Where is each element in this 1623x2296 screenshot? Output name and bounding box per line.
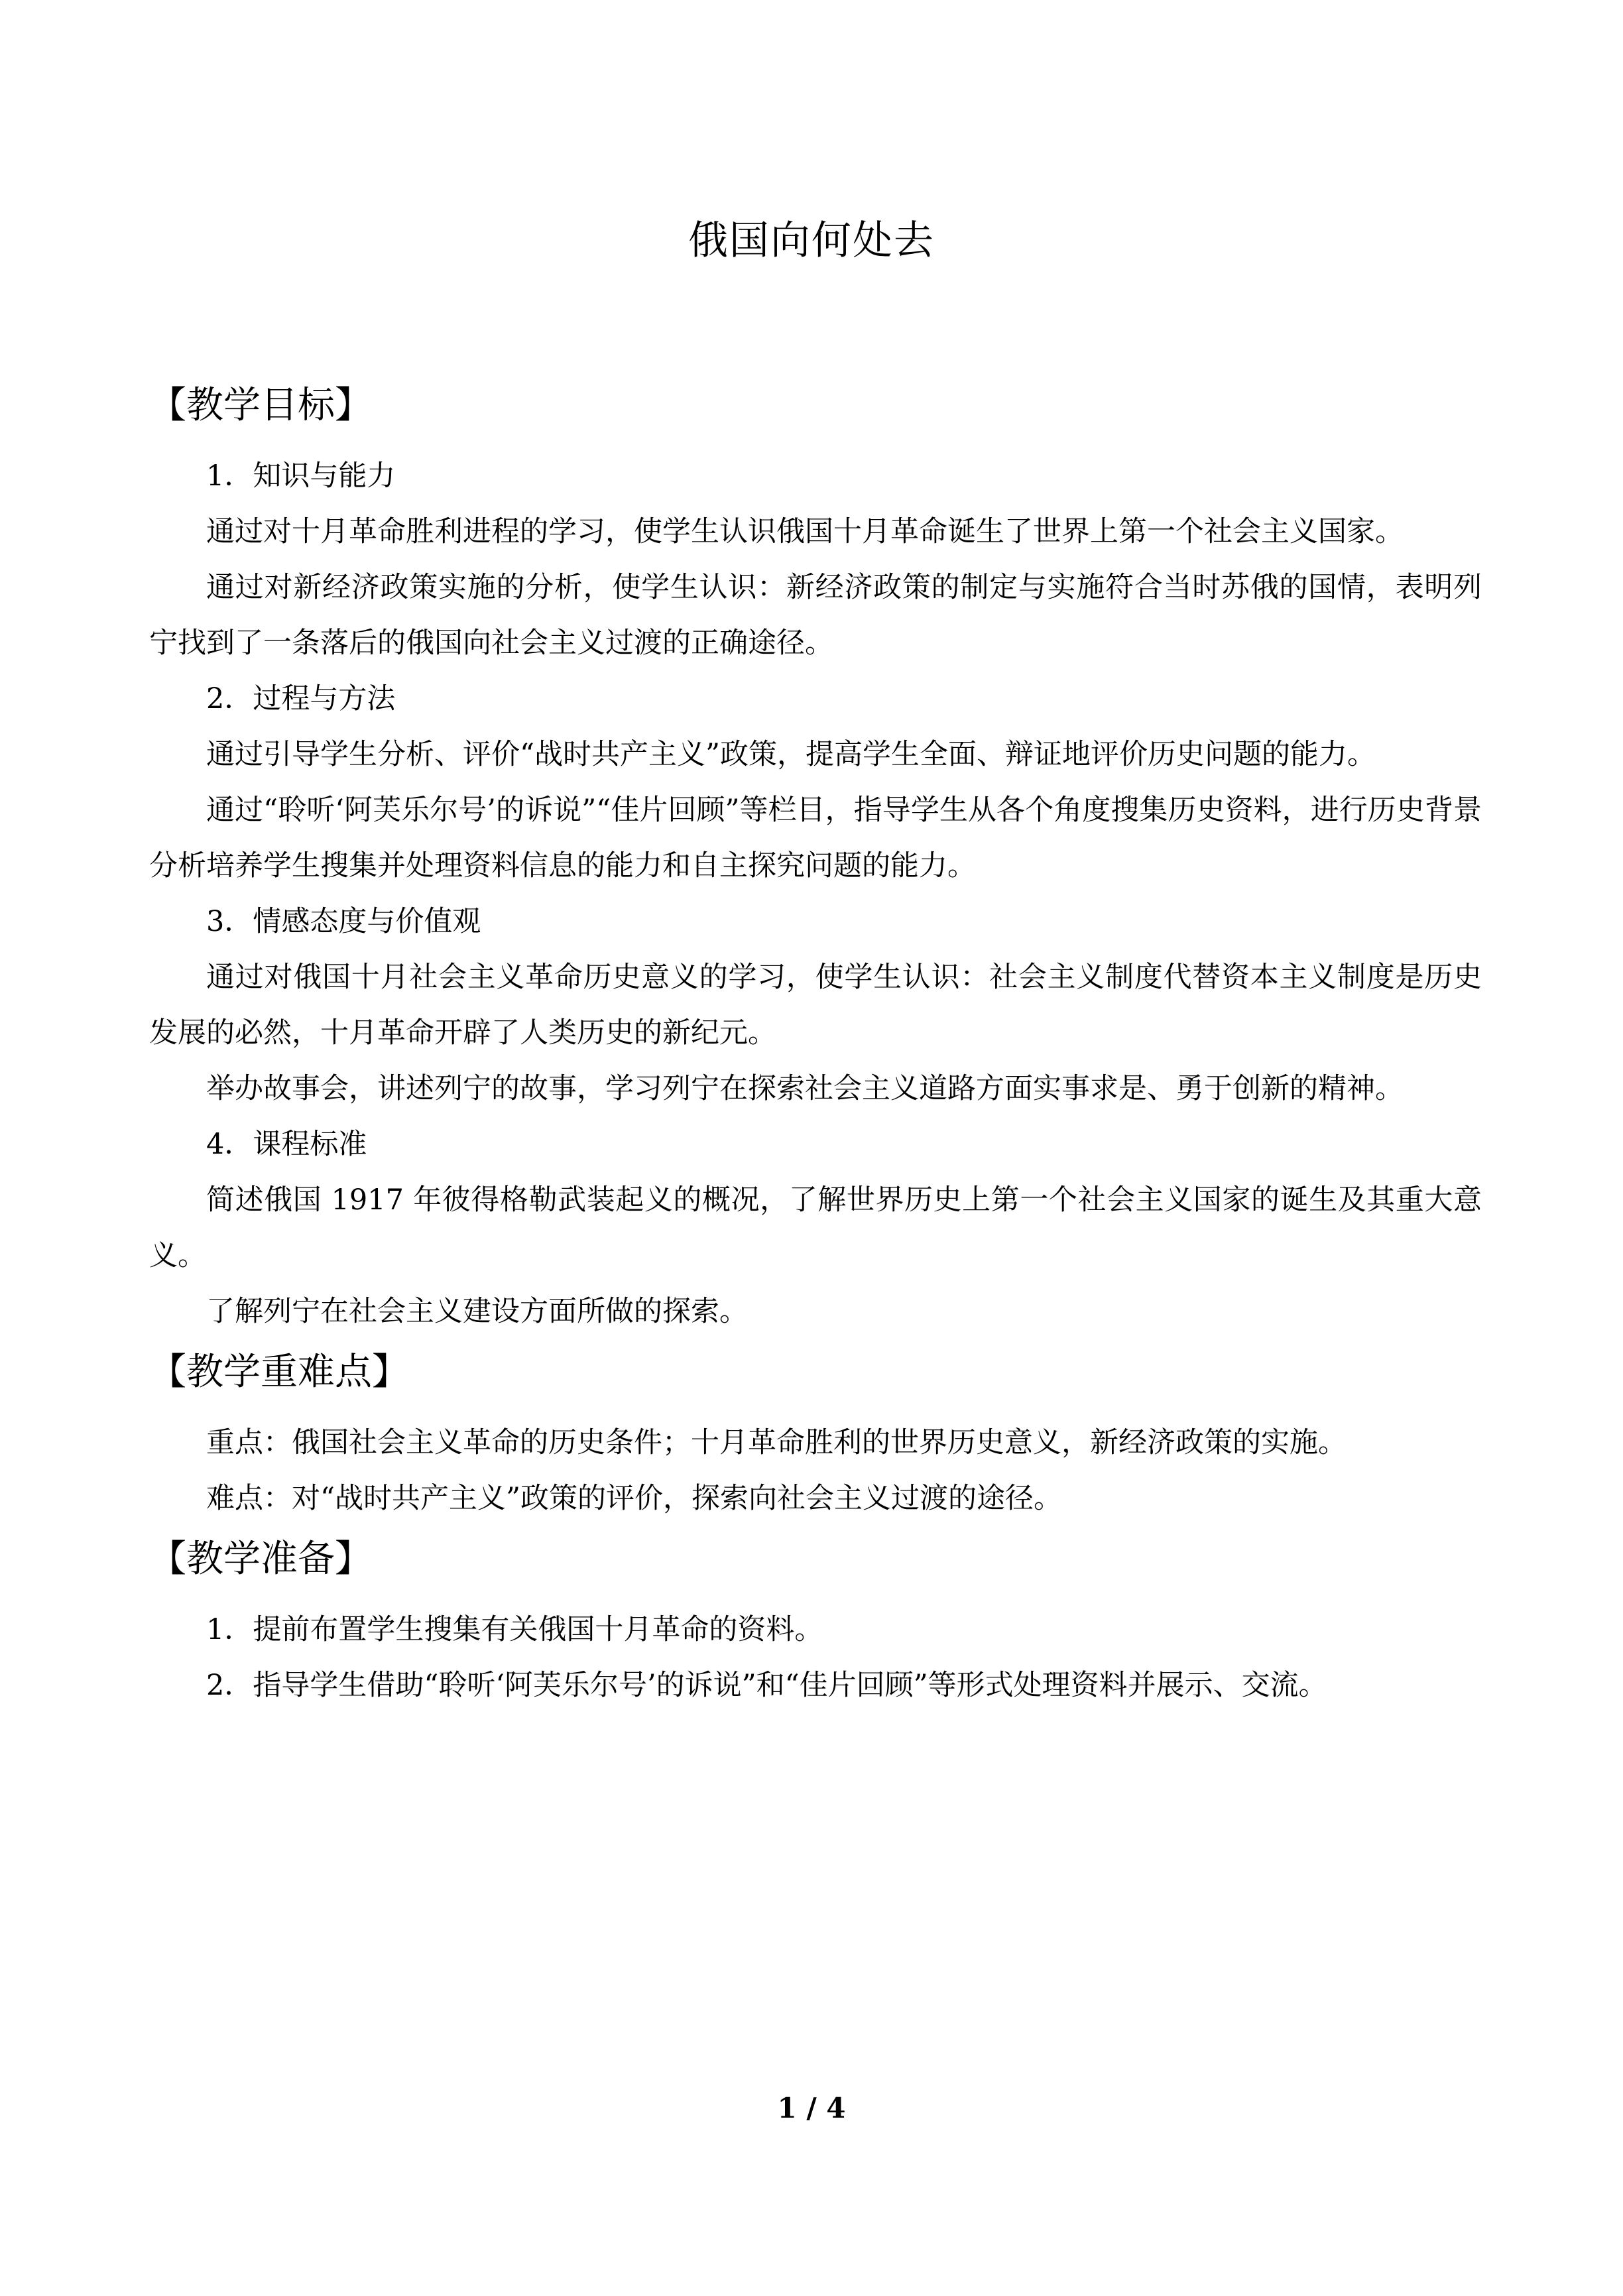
page-number: 1 / 4 [777, 2092, 846, 2124]
paragraph: 难点：对“战时共产主义”政策的评价，探索向社会主义过渡的途径。 [206, 1482, 1062, 1515]
subheading-knowledge: 1．知识与能力 [206, 459, 396, 493]
subheading-standards: 4．课程标准 [206, 1128, 367, 1161]
paragraph: 通过对俄国十月社会主义革命历史意义的学习，使学生认识：社会主义制度代替资本主义制度是历史发展的必然，十月革命开辟了人类历史的新纪元。 [149, 961, 1482, 1050]
document-title: 俄国向何处去 [688, 217, 935, 264]
paragraph: 举办故事会，讲述列宁的故事，学习列宁在探索社会主义道路方面实事求是、勇于创新的精神。 [206, 1072, 1404, 1105]
paragraph: 通过对新经济政策实施的分析，使学生认识：新经济政策的制定与实施符合当时苏俄的国情，表明列宁找到了一条落后的俄国向社会主义过渡的正确途径。 [149, 571, 1482, 660]
subheading-values: 3．情感态度与价值观 [206, 905, 481, 938]
paragraph: 通过引导学生分析、评价“战时共产主义”政策，提高学生全面、辩证地评价历史问题的能力。 [206, 738, 1376, 771]
subheading-process: 2．过程与方法 [206, 682, 396, 715]
paragraph: 重点：俄国社会主义革命的历史条件；十月革命胜利的世界历史意义，新经济政策的实施。 [206, 1426, 1347, 1459]
section-heading-prep: 【教学准备】 [149, 1538, 372, 1581]
paragraph: 2．指导学生借助“聆听‘阿芙乐尔号’的诉说”和“佳片回顾”等形式处理资料并展示、交流。 [206, 1669, 1327, 1702]
paragraph: 通过“聆听‘阿芙乐尔号’的诉说”“佳片回顾”等栏目，指导学生从各个角度搜集历史资料，进行历史背景分析培养学生搜集并处理资料信息的能力和自主探究问题的能力。 [149, 794, 1482, 882]
paragraph: 简述俄国 1917 年彼得格勒武装起义的概况，了解世界历史上第一个社会主义国家的诞生及其重大意义。 [149, 1183, 1482, 1272]
paragraph: 通过对十月革命胜利进程的学习，使学生认识俄国十月革命诞生了世界上第一个社会主义国家。 [206, 515, 1404, 548]
section-heading-keypoints: 【教学重难点】 [149, 1351, 409, 1394]
paragraph: 1．提前布置学生搜集有关俄国十月革命的资料。 [206, 1613, 823, 1646]
document-body [149, 378, 1482, 1713]
section-heading-goals: 【教学目标】 [149, 384, 372, 427]
paragraph: 了解列宁在社会主义建设方面所做的探索。 [206, 1295, 748, 1328]
